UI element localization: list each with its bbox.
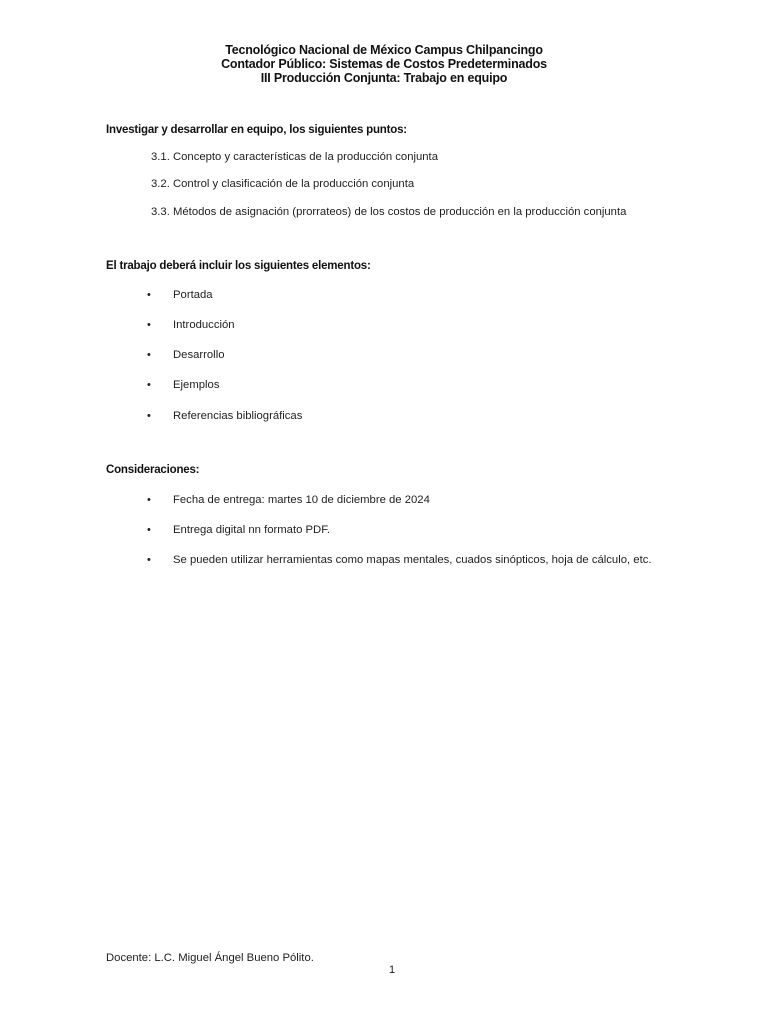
bullet-icon: • bbox=[147, 319, 151, 331]
footer-docente: Docente: L.C. Miguel Ángel Bueno Pólito. bbox=[106, 952, 314, 964]
assignment-title: III Producción Conjunta: Trabajo en equipo bbox=[260, 71, 508, 85]
list-item-label: Introducción bbox=[173, 319, 235, 331]
topic-item: 3.1. Concepto y características de la producción conjunta bbox=[151, 151, 438, 163]
bullet-icon: • bbox=[147, 349, 151, 361]
list-item-label: Ejemplos bbox=[173, 379, 220, 391]
bullet-icon: • bbox=[147, 410, 151, 422]
list-item-label: Fecha de entrega: martes 10 de diciembre de 2024 bbox=[173, 494, 430, 506]
list-item-label: Desarrollo bbox=[173, 349, 225, 361]
list-item bbox=[147, 319, 235, 331]
consideraciones-heading: Consideraciones: bbox=[106, 464, 200, 476]
list-item-label: Referencias bibliográficas bbox=[173, 410, 303, 422]
institution-title: Tecnológico Nacional de México Campus Chilpancingo bbox=[225, 43, 543, 57]
list-item-label: Entrega digital nn formato PDF. bbox=[173, 524, 330, 536]
list-item bbox=[147, 554, 652, 566]
list-item bbox=[147, 289, 213, 301]
topic-item: 3.3. Métodos de asignación (prorrateos) de los costos de producción en la producción conjunta bbox=[151, 206, 627, 218]
bullet-icon: • bbox=[147, 494, 151, 506]
elementos-heading: El trabajo deberá incluir los siguientes elementos: bbox=[106, 260, 371, 272]
document-header bbox=[0, 43, 768, 85]
bullet-icon: • bbox=[147, 524, 151, 536]
bullet-icon: • bbox=[147, 379, 151, 391]
course-title: Contador Público: Sistemas de Costos Predeterminados bbox=[221, 57, 547, 71]
list-item bbox=[147, 379, 219, 391]
list-item-label: Portada bbox=[173, 289, 213, 301]
list-item bbox=[147, 494, 430, 506]
list-item bbox=[147, 410, 302, 422]
investigar-heading: Investigar y desarrollar en equipo, los siguientes puntos: bbox=[106, 124, 407, 136]
bullet-icon: • bbox=[147, 554, 151, 566]
page-number: 1 bbox=[388, 964, 396, 976]
list-item bbox=[147, 349, 224, 361]
bullet-icon: • bbox=[147, 289, 151, 301]
list-item-label: Se pueden utilizar herramientas como mapas mentales, cuados sinópticos, hoja de cálculo, etc. bbox=[173, 554, 652, 566]
topic-item: 3.2. Control y clasificación de la producción conjunta bbox=[151, 178, 415, 190]
list-item bbox=[147, 524, 330, 536]
